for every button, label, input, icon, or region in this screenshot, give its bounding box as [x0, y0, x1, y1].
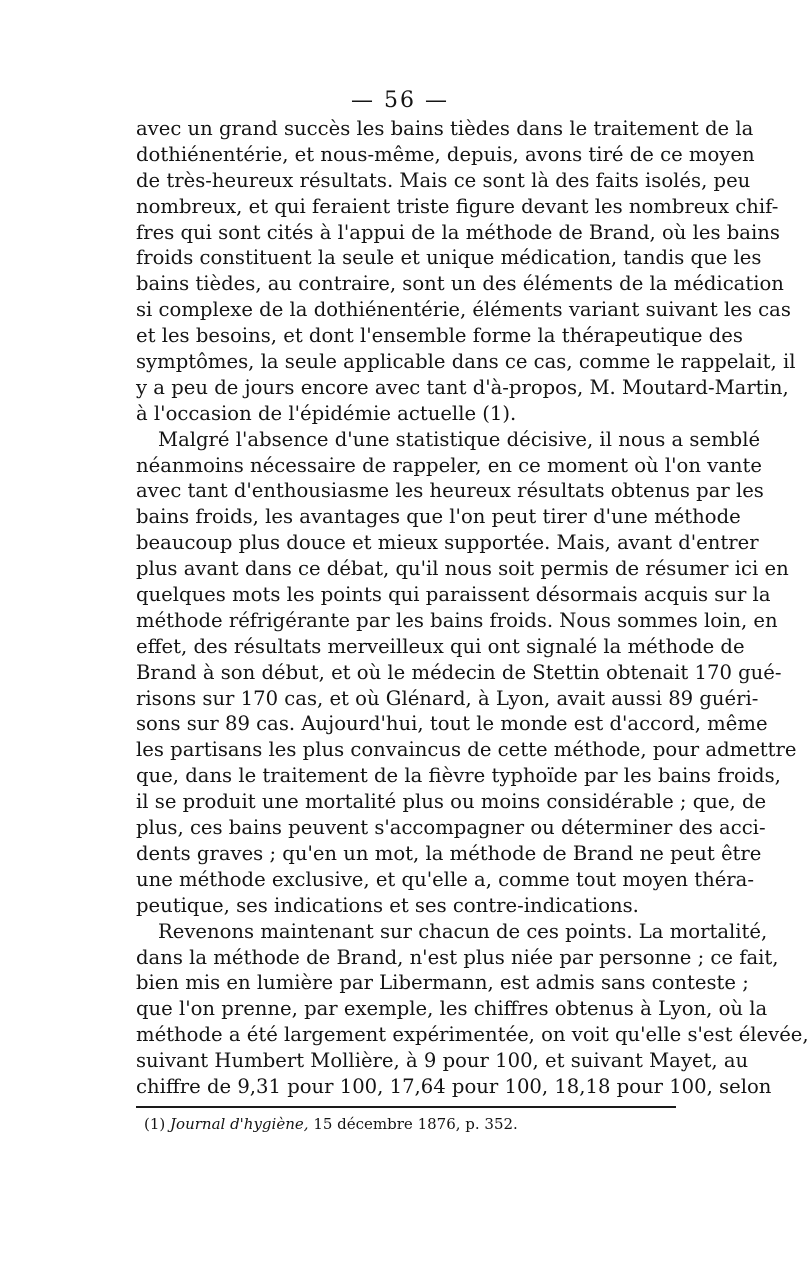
text-line: que l'on prenne, par exemple, les chiffres obtenus à Lyon, où la [136, 997, 768, 1021]
text-line: et les besoins, et dont l'ensemble forme la thérapeutique des [136, 324, 743, 348]
footnote-citation: 15 décembre 1876, p. 352. [313, 1115, 518, 1133]
text-line: méthode réfrigérante par les bains froids. Nous sommes loin, en [136, 608, 778, 632]
footnote-source: Journal d'hygiène, [170, 1115, 309, 1133]
text-line: froids constituent la seule et unique médication, tandis que les [136, 246, 762, 270]
text-line: sons sur 89 cas. Aujourd'hui, tout le monde est d'accord, même [136, 712, 768, 736]
text-line: il se produit une mortalité plus ou moins considérable ; que, de [136, 790, 767, 814]
text-line: bains tièdes, au contraire, sont un des éléments de la médication [136, 272, 784, 296]
text-line: une méthode exclusive, et qu'elle a, comme tout moyen théra- [136, 867, 754, 891]
text-line: nombreux, et qui feraient triste figure devant les nombreux chif- [136, 194, 779, 218]
text-line: Brand à son début, et où le médecin de Stettin obtenait 170 gué- [136, 660, 782, 684]
paragraph-end-line: à l'occasion de l'épidémie actuelle (1). [136, 401, 517, 425]
text-line: plus avant dans ce débat, qu'il nous soit permis de résumer ici en [136, 557, 789, 581]
text-line: fres qui sont cités à l'appui de la méthode de Brand, où les bains [136, 220, 780, 244]
footnote-rule [136, 1106, 676, 1108]
text-line: risons sur 170 cas, et où Glénard, à Lyon, avait aussi 89 guéri- [136, 686, 759, 710]
text-line: si complexe de la dothiénentérie, éléments variant suivant les cas [136, 298, 791, 322]
text-line: bains froids, les avantages que l'on peut tirer d'une méthode [136, 505, 741, 529]
text-line: chiffre de 9,31 pour 100, 17,64 pour 100, 18,18 pour 100, selon [136, 1074, 772, 1098]
text-line: dents graves ; qu'en un mot, la méthode de Brand ne peut être [136, 841, 762, 865]
paragraph-start-line: Malgré l'absence d'une statistique décisive, il nous a semblé [158, 427, 761, 451]
text-line: symptômes, la seule applicable dans ce cas, comme le rappelait, il [136, 350, 796, 374]
text-line: suivant Humbert Mollière, à 9 pour 100, et suivant Mayet, au [136, 1049, 749, 1073]
text-line: néanmoins nécessaire de rappeler, en ce moment où l'on vante [136, 453, 763, 477]
text-line: avec un grand succès les bains tièdes dans le traitement de la [136, 117, 754, 140]
text-line: méthode a été largement expérimentée, on voit qu'elle s'est élevée, [136, 1023, 809, 1047]
text-line: plus, ces bains peuvent s'accompagner ou déterminer des acci- [136, 816, 766, 840]
footnote-marker: (1) [144, 1115, 166, 1133]
text-line: avec tant d'enthousiasme les heureux résultats obtenus par les [136, 479, 764, 503]
page-number: — 56 — [351, 88, 449, 113]
text-line: dans la méthode de Brand, n'est plus niée par personne ; ce fait, [136, 945, 779, 969]
paragraph-end-line: peutique, ses indications et ses contre-indications. [136, 893, 639, 917]
text-line: que, dans le traitement de la fièvre typhoïde par les bains froids, [136, 764, 781, 788]
text-line: beaucoup plus douce et mieux supportée. Mais, avant d'entrer [136, 531, 759, 555]
body-text [136, 116, 809, 1100]
text-line: bien mis en lumière par Libermann, est admis sans conteste ; [136, 971, 749, 995]
text-line: les partisans les plus convaincus de cette méthode, pour admettre [136, 738, 797, 762]
text-line: dothiénentérie, et nous-même, depuis, avons tiré de ce moyen [136, 142, 755, 166]
text-line: effet, des résultats merveilleux qui ont signalé la méthode de [136, 634, 745, 658]
footnote [144, 1113, 674, 1135]
text-line: y a peu de jours encore avec tant d'à-propos, M. Moutard-Martin, [136, 375, 789, 399]
paragraph-start-line: Revenons maintenant sur chacun de ces points. La mortalité, [158, 919, 768, 943]
text-line: quelques mots les points qui paraissent désormais acquis sur la [136, 583, 771, 607]
text-line: de très-heureux résultats. Mais ce sont là des faits isolés, peu [136, 168, 751, 192]
